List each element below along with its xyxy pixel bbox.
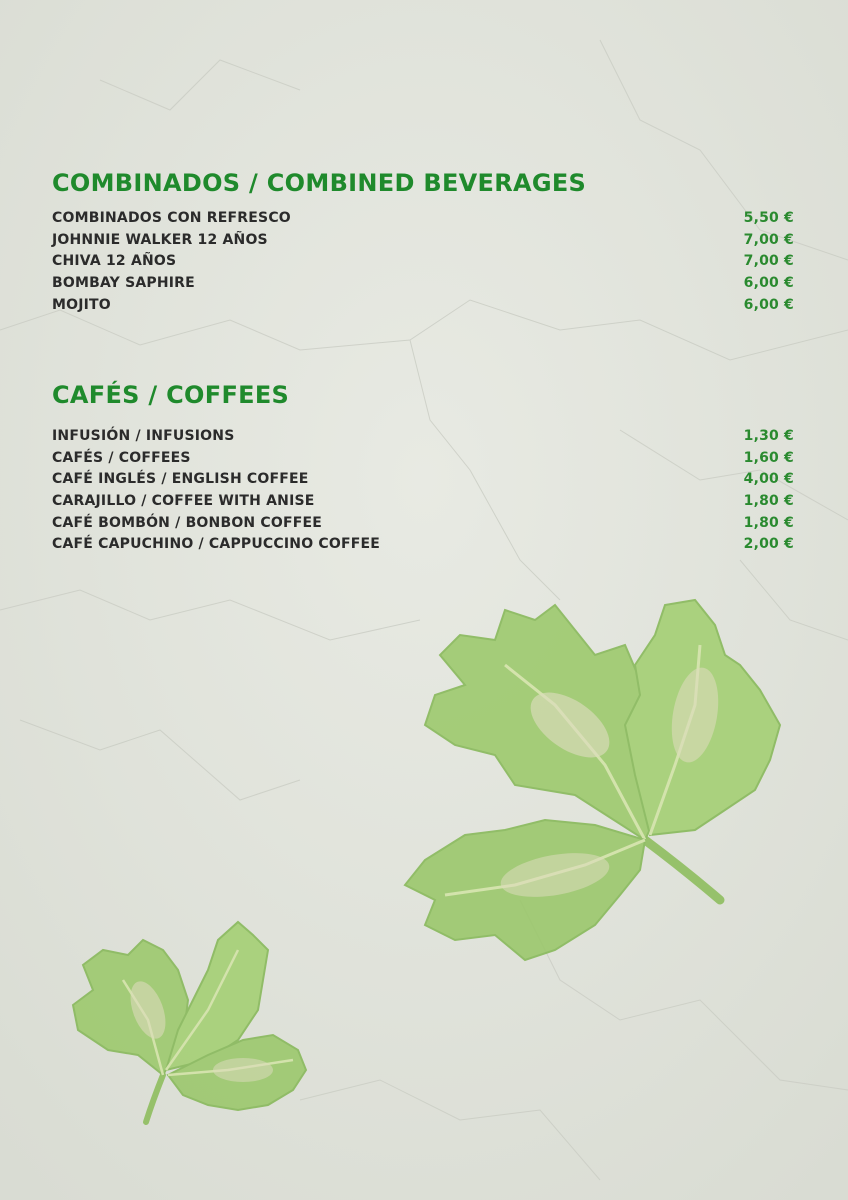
item-price: 4,00 € [743, 471, 794, 488]
parsley-leaf-icon [395, 595, 795, 975]
item-name: CHIVA 12 AÑOS [52, 253, 177, 270]
item-price: 1,30 € [743, 428, 794, 444]
menu-item [52, 471, 794, 493]
item-price: 5,50 € [743, 210, 794, 226]
item-name: INFUSIÓN / INFUSIONS [52, 428, 235, 444]
item-name: JOHNNIE WALKER 12 AÑOS [52, 231, 268, 248]
item-name: CAFÉ INGLÉS / ENGLISH COFFEE [52, 471, 309, 488]
parsley-leaf-icon [68, 910, 313, 1140]
item-price: 7,00 € [743, 253, 794, 270]
menu-item [52, 428, 794, 450]
section-title: CAFÉS / COFFEES [52, 381, 290, 409]
item-name: BOMBAY SAPHIRE [52, 275, 195, 292]
section-title: COMBINADOS / COMBINED BEVERAGES [52, 169, 587, 197]
item-price: 6,00 € [743, 275, 794, 292]
item-name: CAFÉ CAPUCHINO / CAPPUCCINO COFFEE [52, 536, 381, 553]
item-price: 6,00 € [743, 296, 794, 313]
menu-item [52, 297, 794, 319]
menu-list [52, 428, 794, 558]
item-name: CARAJILLO / COFFEE WITH ANISE [52, 493, 315, 510]
item-price: 1,80 € [743, 493, 794, 510]
item-name: CAFÉS / COFFEES [52, 449, 191, 466]
item-name: CAFÉ BOMBÓN / BONBON COFFEE [52, 514, 323, 531]
menu-item [52, 450, 794, 472]
item-price: 1,80 € [743, 514, 794, 531]
section-coffees [52, 380, 794, 558]
menu-item [52, 275, 794, 297]
menu-item [52, 493, 794, 515]
menu-item [52, 253, 794, 275]
menu-item [52, 232, 794, 254]
item-price: 1,60 € [743, 449, 794, 466]
item-price: 2,00 € [743, 536, 794, 553]
menu-item [52, 536, 794, 558]
menu-item [52, 515, 794, 537]
section-combined-beverages [52, 168, 794, 318]
item-price: 7,00 € [743, 231, 794, 248]
item-name: MOJITO [52, 296, 111, 313]
menu-list [52, 210, 794, 318]
menu-item [52, 210, 794, 232]
item-name: COMBINADOS CON REFRESCO [52, 210, 291, 226]
